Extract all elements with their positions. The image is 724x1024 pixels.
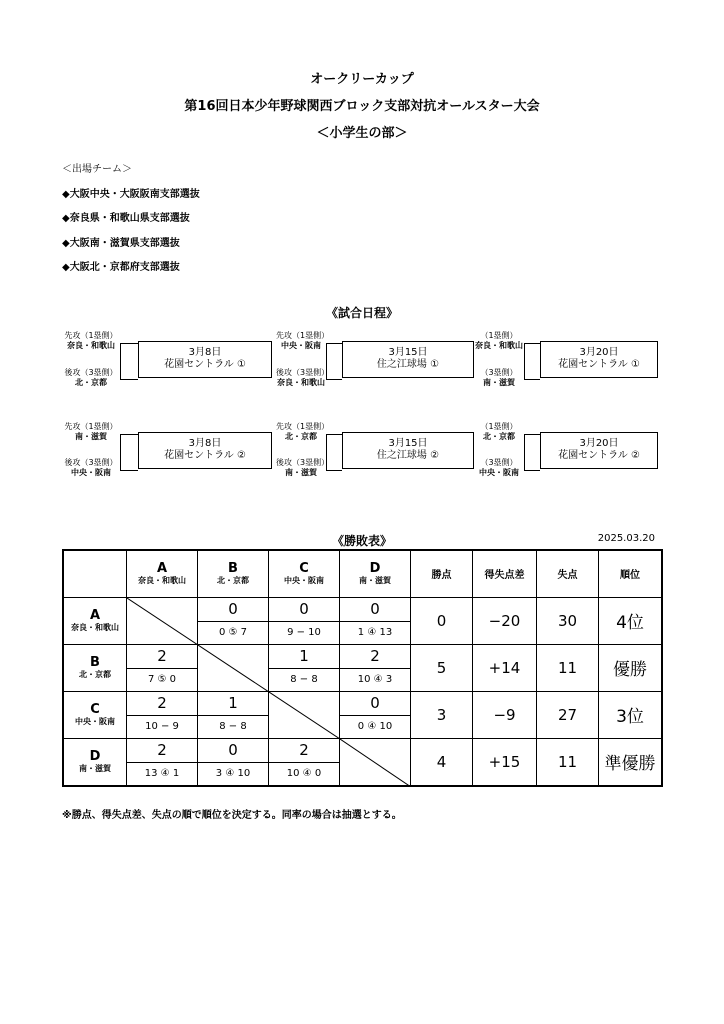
team-entry: ◆大阪北・京都府支部選抜 <box>62 262 180 273</box>
match-points: 1 <box>198 691 269 715</box>
match-score: 10 − 9 <box>127 715 198 738</box>
row-team: 南・滋賀 <box>79 763 111 773</box>
column-header <box>269 550 340 597</box>
match-points: 2 <box>340 644 411 668</box>
first-base-label: 先攻（1塁側） <box>276 422 330 431</box>
runs-allowed-value: 11 <box>537 644 599 691</box>
diagonal-line <box>269 692 340 739</box>
third-base-label: （3塁側） <box>480 368 518 377</box>
match-score: 10 ④ 0 <box>269 762 340 786</box>
team-entry: ◆大阪南・滋賀県支部選抜 <box>62 238 180 249</box>
goal-diff-value: +14 <box>473 644 537 691</box>
bracket-line <box>120 434 138 471</box>
column-team: 南・滋賀 <box>359 575 391 585</box>
results-date: 2025.03.20 <box>597 533 655 544</box>
results-heading: 《勝敗表》 <box>331 534 392 548</box>
column-team: 奈良・和歌山 <box>138 575 186 585</box>
third-base-team: 中央・阪南 <box>71 468 111 477</box>
diagonal-line <box>198 645 269 692</box>
game-venue: 花園セントラル ① <box>558 359 640 370</box>
goal-diff-value: −20 <box>473 597 537 644</box>
schedule-game <box>276 331 488 391</box>
results-table <box>62 549 663 787</box>
row-header <box>63 644 127 691</box>
column-letter: B <box>228 560 238 576</box>
game-date: 3月15日 <box>388 438 428 449</box>
column-letter: A <box>156 560 168 576</box>
column-header <box>340 550 411 597</box>
points-header: 勝点 <box>411 550 473 597</box>
diagonal-slash <box>198 645 269 692</box>
first-base-team: 南・滋賀 <box>75 432 107 441</box>
first-base-team: 奈良・和歌山 <box>475 341 523 350</box>
self-match-cell <box>269 691 340 738</box>
first-base-team: 中央・阪南 <box>281 341 321 350</box>
runs-allowed-value: 27 <box>537 691 599 738</box>
match-points: 0 <box>198 597 269 621</box>
diagonal-line <box>340 739 411 786</box>
match-score: 8 − 8 <box>269 668 340 691</box>
match-points: 0 <box>198 738 269 762</box>
schedule-heading: 《試合日程》 <box>325 306 398 320</box>
third-base-team: 南・滋賀 <box>483 378 515 387</box>
first-base-team: 北・京都 <box>483 432 515 441</box>
game-venue: 住之江球場 ② <box>376 450 440 461</box>
column-team: 北・京都 <box>217 575 249 585</box>
runs-allowed-header: 失点 <box>537 550 599 597</box>
bracket-line <box>524 343 540 380</box>
third-base-team: 北・京都 <box>75 378 107 387</box>
points-value: 5 <box>411 644 473 691</box>
match-score: 8 − 8 <box>198 715 269 738</box>
game-venue: 住之江球場 ① <box>376 359 440 370</box>
first-base-label: 先攻（1塁側） <box>64 331 118 340</box>
match-points: 2 <box>269 738 340 762</box>
match-score: 10 ④ 3 <box>340 668 411 691</box>
row-team: 中央・阪南 <box>75 716 115 726</box>
points-value: 4 <box>411 738 473 786</box>
match-points: 0 <box>340 691 411 715</box>
tournament-sponsor-title: オークリーカップ <box>310 72 414 87</box>
match-points: 0 <box>269 597 340 621</box>
column-letter: C <box>299 560 309 576</box>
third-base-team: 中央・阪南 <box>479 468 519 477</box>
first-base-label: （1塁側） <box>480 331 518 340</box>
game-info-box <box>342 341 474 378</box>
row-letter: A <box>89 607 101 623</box>
first-base-label: 先攻（1塁側） <box>276 331 330 340</box>
goal-diff-header: 得失点差 <box>473 550 537 597</box>
game-date: 3月15日 <box>388 347 428 358</box>
first-base-team: 北・京都 <box>285 432 317 441</box>
game-venue: 花園セントラル ② <box>558 450 640 461</box>
third-base-label: 後攻（3塁側） <box>276 368 330 377</box>
row-letter: D <box>89 748 101 764</box>
team-entry: ◆奈良県・和歌山県支部選抜 <box>62 213 190 224</box>
diagonal-line <box>127 598 198 645</box>
bracket-line <box>524 434 540 471</box>
third-base-team: 奈良・和歌山 <box>277 378 325 387</box>
corner-cell <box>63 550 127 597</box>
rank-value: 優勝 <box>599 644 663 691</box>
row-team: 奈良・和歌山 <box>71 622 119 632</box>
first-base-team: 奈良・和歌山 <box>67 341 115 350</box>
schedule-game <box>470 331 660 391</box>
bracket-line <box>326 343 342 380</box>
third-base-team: 南・滋賀 <box>285 468 317 477</box>
points-value: 3 <box>411 691 473 738</box>
match-score: 13 ④ 1 <box>127 762 198 786</box>
match-points: 2 <box>127 644 198 668</box>
runs-allowed-value: 30 <box>537 597 599 644</box>
match-points: 1 <box>269 644 340 668</box>
bracket-line <box>326 434 342 471</box>
self-match-cell <box>340 738 411 786</box>
diagonal-slash <box>269 692 340 739</box>
game-date: 3月20日 <box>579 347 619 358</box>
column-header <box>127 550 198 597</box>
tournament-title: 第16回日本少年野球関西ブロック支部対抗オールスター大会 <box>184 99 540 114</box>
match-score: 1 ④ 13 <box>340 621 411 644</box>
game-date: 3月8日 <box>188 347 222 358</box>
match-points: 2 <box>127 738 198 762</box>
diagonal-slash <box>127 598 198 645</box>
game-info-box <box>342 432 474 469</box>
runs-allowed-value: 11 <box>537 738 599 786</box>
schedule-game <box>62 422 274 482</box>
third-base-label: 後攻（3塁側） <box>64 458 118 467</box>
rank-header: 順位 <box>599 550 663 597</box>
game-date: 3月20日 <box>579 438 619 449</box>
ranking-footnote: ※勝点、得失点差、失点の順で順位を決定する。同率の場合は抽選とする。 <box>62 810 402 821</box>
points-value: 0 <box>411 597 473 644</box>
rank-value: 準優勝 <box>599 738 663 786</box>
match-score: 7 ⑤ 0 <box>127 668 198 691</box>
third-base-label: 後攻（3塁側） <box>276 458 330 467</box>
teams-heading: ＜出場チーム＞ <box>62 164 132 175</box>
match-score: 9 − 10 <box>269 621 340 644</box>
game-venue: 花園セントラル ① <box>164 359 246 370</box>
third-base-label: 後攻（3塁側） <box>64 368 118 377</box>
first-base-label: 先攻（1塁側） <box>64 422 118 431</box>
game-venue: 花園セントラル ② <box>164 450 246 461</box>
bracket-line <box>120 343 138 380</box>
column-letter: D <box>369 560 381 576</box>
row-team: 北・京都 <box>79 669 111 679</box>
column-header <box>198 550 269 597</box>
division-title: ＜小学生の部＞ <box>316 126 408 141</box>
game-info-box <box>138 432 272 469</box>
match-score: 0 ④ 10 <box>340 715 411 738</box>
row-letter: C <box>90 701 100 717</box>
game-info-box <box>138 341 272 378</box>
schedule-game <box>276 422 488 482</box>
goal-diff-value: −9 <box>473 691 537 738</box>
match-score: 3 ④ 10 <box>198 762 269 786</box>
self-match-cell <box>198 644 269 691</box>
game-date: 3月8日 <box>188 438 222 449</box>
match-points: 2 <box>127 691 198 715</box>
game-info-box <box>540 341 658 378</box>
game-info-box <box>540 432 658 469</box>
team-entry: ◆大阪中央・大阪阪南支部選抜 <box>62 189 200 200</box>
schedule-game <box>62 331 274 391</box>
third-base-label: （3塁側） <box>480 458 518 467</box>
schedule-game <box>470 422 660 482</box>
self-match-cell <box>127 597 198 644</box>
rank-value: 3位 <box>599 691 663 738</box>
diagonal-slash <box>340 739 411 786</box>
row-header <box>63 738 127 786</box>
row-letter: B <box>90 654 100 670</box>
match-score: 0 ⑤ 7 <box>198 621 269 644</box>
row-header <box>63 597 127 644</box>
row-header <box>63 691 127 738</box>
match-points: 0 <box>340 597 411 621</box>
goal-diff-value: +15 <box>473 738 537 786</box>
first-base-label: （1塁側） <box>480 422 518 431</box>
rank-value: 4位 <box>599 597 663 644</box>
column-team: 中央・阪南 <box>284 575 324 585</box>
